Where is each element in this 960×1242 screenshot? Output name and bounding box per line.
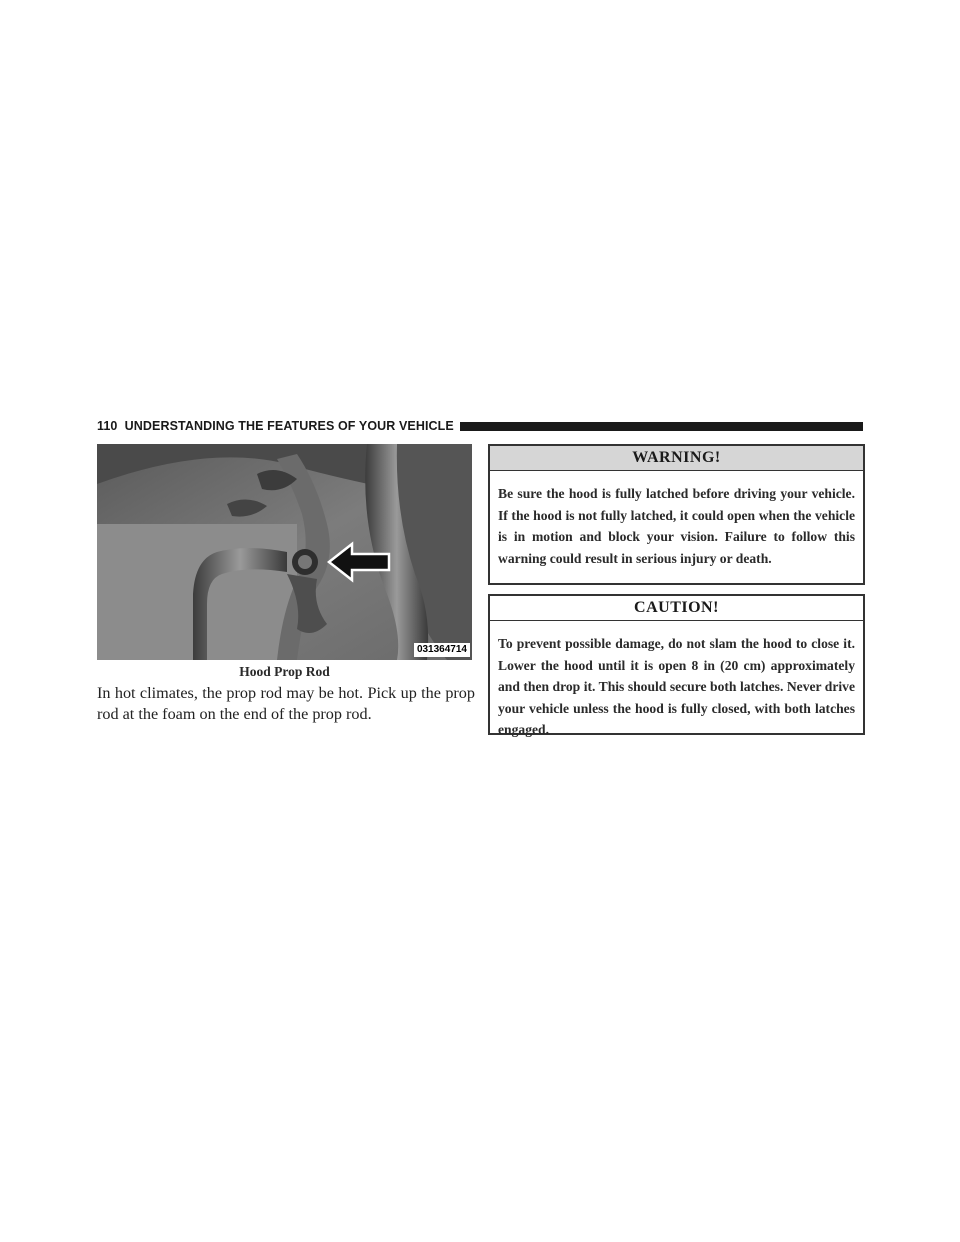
caution-box [488, 594, 865, 735]
page-header [97, 417, 863, 435]
header-text [97, 419, 454, 433]
image-code: 031364714 [414, 643, 470, 657]
header-rule [460, 422, 863, 431]
warning-box [488, 444, 865, 585]
caution-text: To prevent possible damage, do not slam the hood to close it. Lower the hood until it is open 8 in (20 cm) approximately and then drop it. This should secure both latches. Never drive your vehicle unless the hood is fully closed, with both latches engaged. [498, 636, 855, 737]
warning-title: WARNING! [490, 446, 863, 471]
warning-text: Be sure the hood is fully latched before driving your vehicle. If the hood is not fully latched, it could open when the vehicle is in motion and block your vision. Failure to follow this warning could result in serious injury or death. [498, 486, 855, 566]
photo-illustration [97, 444, 472, 660]
page-number: 110 [97, 419, 118, 433]
hood-prop-rod-photo [97, 444, 472, 660]
figure-caption: Hood Prop Rod [239, 664, 330, 679]
body-paragraph: In hot climates, the prop rod may be hot. Pick up the prop rod at the foam on the end of the prop rod. [97, 684, 475, 723]
caution-title: CAUTION! [490, 596, 863, 621]
section-title: UNDERSTANDING THE FEATURES OF YOUR VEHICLE [124, 419, 454, 433]
